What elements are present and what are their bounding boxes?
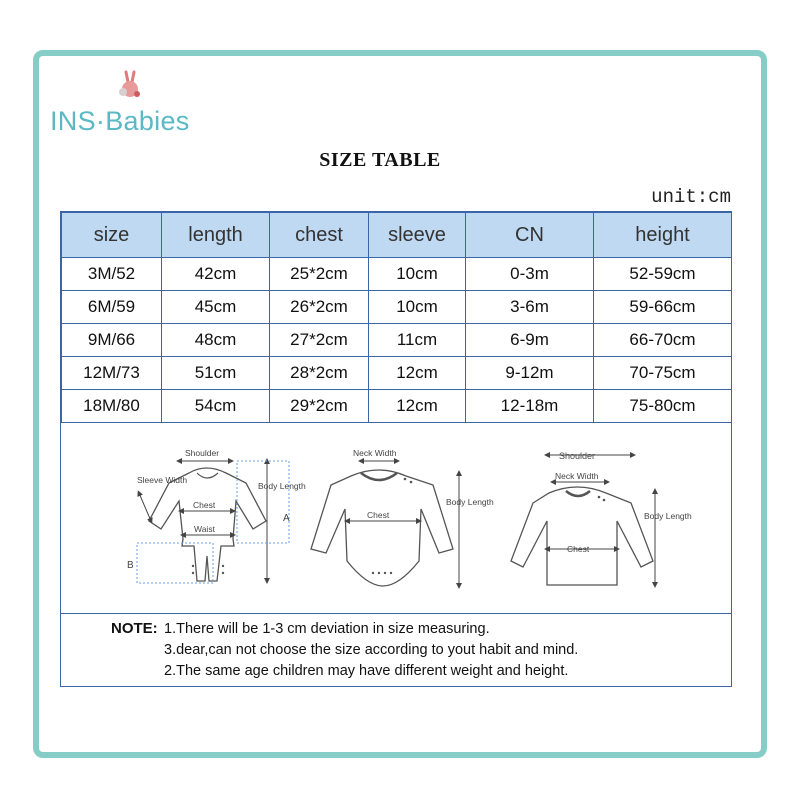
bodysuit-outline [311,470,453,586]
table-cell: 54cm [162,390,270,423]
table-row [62,357,732,390]
table-cell: 18M/80 [62,390,162,423]
table-cell: 48cm [162,324,270,357]
unit-label: unit:cm [651,186,731,208]
table-cell: 70-75cm [594,357,732,390]
table-cell: 25*2cm [270,258,369,291]
brand-logo [50,68,210,138]
table-cell: 6-9m [466,324,594,357]
romper-a-label: A [283,513,290,524]
table-cell: 59-66cm [594,291,732,324]
notes-section [61,614,731,686]
size-table [61,212,732,423]
table-cell: 12-18m [466,390,594,423]
table-row [62,258,732,291]
table-header-row [62,213,732,258]
table-cell: 42cm [162,258,270,291]
romper-chest-label: Chest [193,500,216,510]
note-line: 3.dear,can not choose the size according to yout habit and mind. [164,642,579,658]
note-line: 2.The same age children may have different weight and height. [164,663,569,679]
romper-sleeve-label: Sleeve Width [137,475,188,485]
table-cell: 3-6m [466,291,594,324]
table-cell: 75-80cm [594,390,732,423]
tshirt-body-length-label: Body Length [644,511,692,521]
bodysuit-body-length-label: Body Length [446,497,494,507]
table-cell: 28*2cm [270,357,369,390]
table-cell: 66-70cm [594,324,732,357]
column-header-cn: CN [466,213,594,258]
table-cell: 12cm [369,390,466,423]
tshirt-neck-width-label: Neck Width [555,471,599,481]
table-cell: 29*2cm [270,390,369,423]
size-chart-board [60,211,732,687]
table-cell: 0-3m [466,258,594,291]
bodysuit-diagram [311,448,494,586]
table-cell: 9-12m [466,357,594,390]
table-cell: 51cm [162,357,270,390]
romper-diagram [127,448,306,583]
tshirt-diagram [511,451,692,585]
table-cell: 12M/73 [62,357,162,390]
table-cell: 6M/59 [62,291,162,324]
brand-name: INS·Babies [50,106,190,136]
romper-b-label: B [127,560,134,571]
table-cell: 9M/66 [62,324,162,357]
table-cell: 11cm [369,324,466,357]
tshirt-shoulder-label: Shoulder [559,451,596,461]
table-cell: 27*2cm [270,324,369,357]
note-label: NOTE: [111,620,158,637]
table-cell: 10cm [369,291,466,324]
column-header-length: length [162,213,270,258]
romper-body-length-label: Body Length [258,481,306,491]
bodysuit-neck-width-label: Neck Width [353,448,397,458]
column-header-size: size [62,213,162,258]
column-header-sleeve: sleeve [369,213,466,258]
tshirt-chest-label: Chest [567,544,590,554]
table-cell: 12cm [369,357,466,390]
table-cell: 45cm [162,291,270,324]
table-row [62,291,732,324]
note-line: 1.There will be 1-3 cm deviation in size measuring. [164,621,490,637]
romper-waist-label: Waist [194,524,215,534]
column-header-height: height [594,213,732,258]
table-row [62,390,732,423]
table-row [62,324,732,357]
measurement-diagrams [61,421,731,614]
page-title: SIZE TABLE [319,149,441,171]
table-cell: 3M/52 [62,258,162,291]
table-cell: 10cm [369,258,466,291]
measurement-diagrams-svg [61,421,731,613]
table-cell: 26*2cm [270,291,369,324]
column-header-chest: chest [270,213,369,258]
tshirt-outline [511,487,653,585]
romper-shoulder-label: Shoulder [185,448,220,458]
bodysuit-chest-label: Chest [367,510,390,520]
bunny-logo-icon [114,70,148,104]
table-cell: 52-59cm [594,258,732,291]
